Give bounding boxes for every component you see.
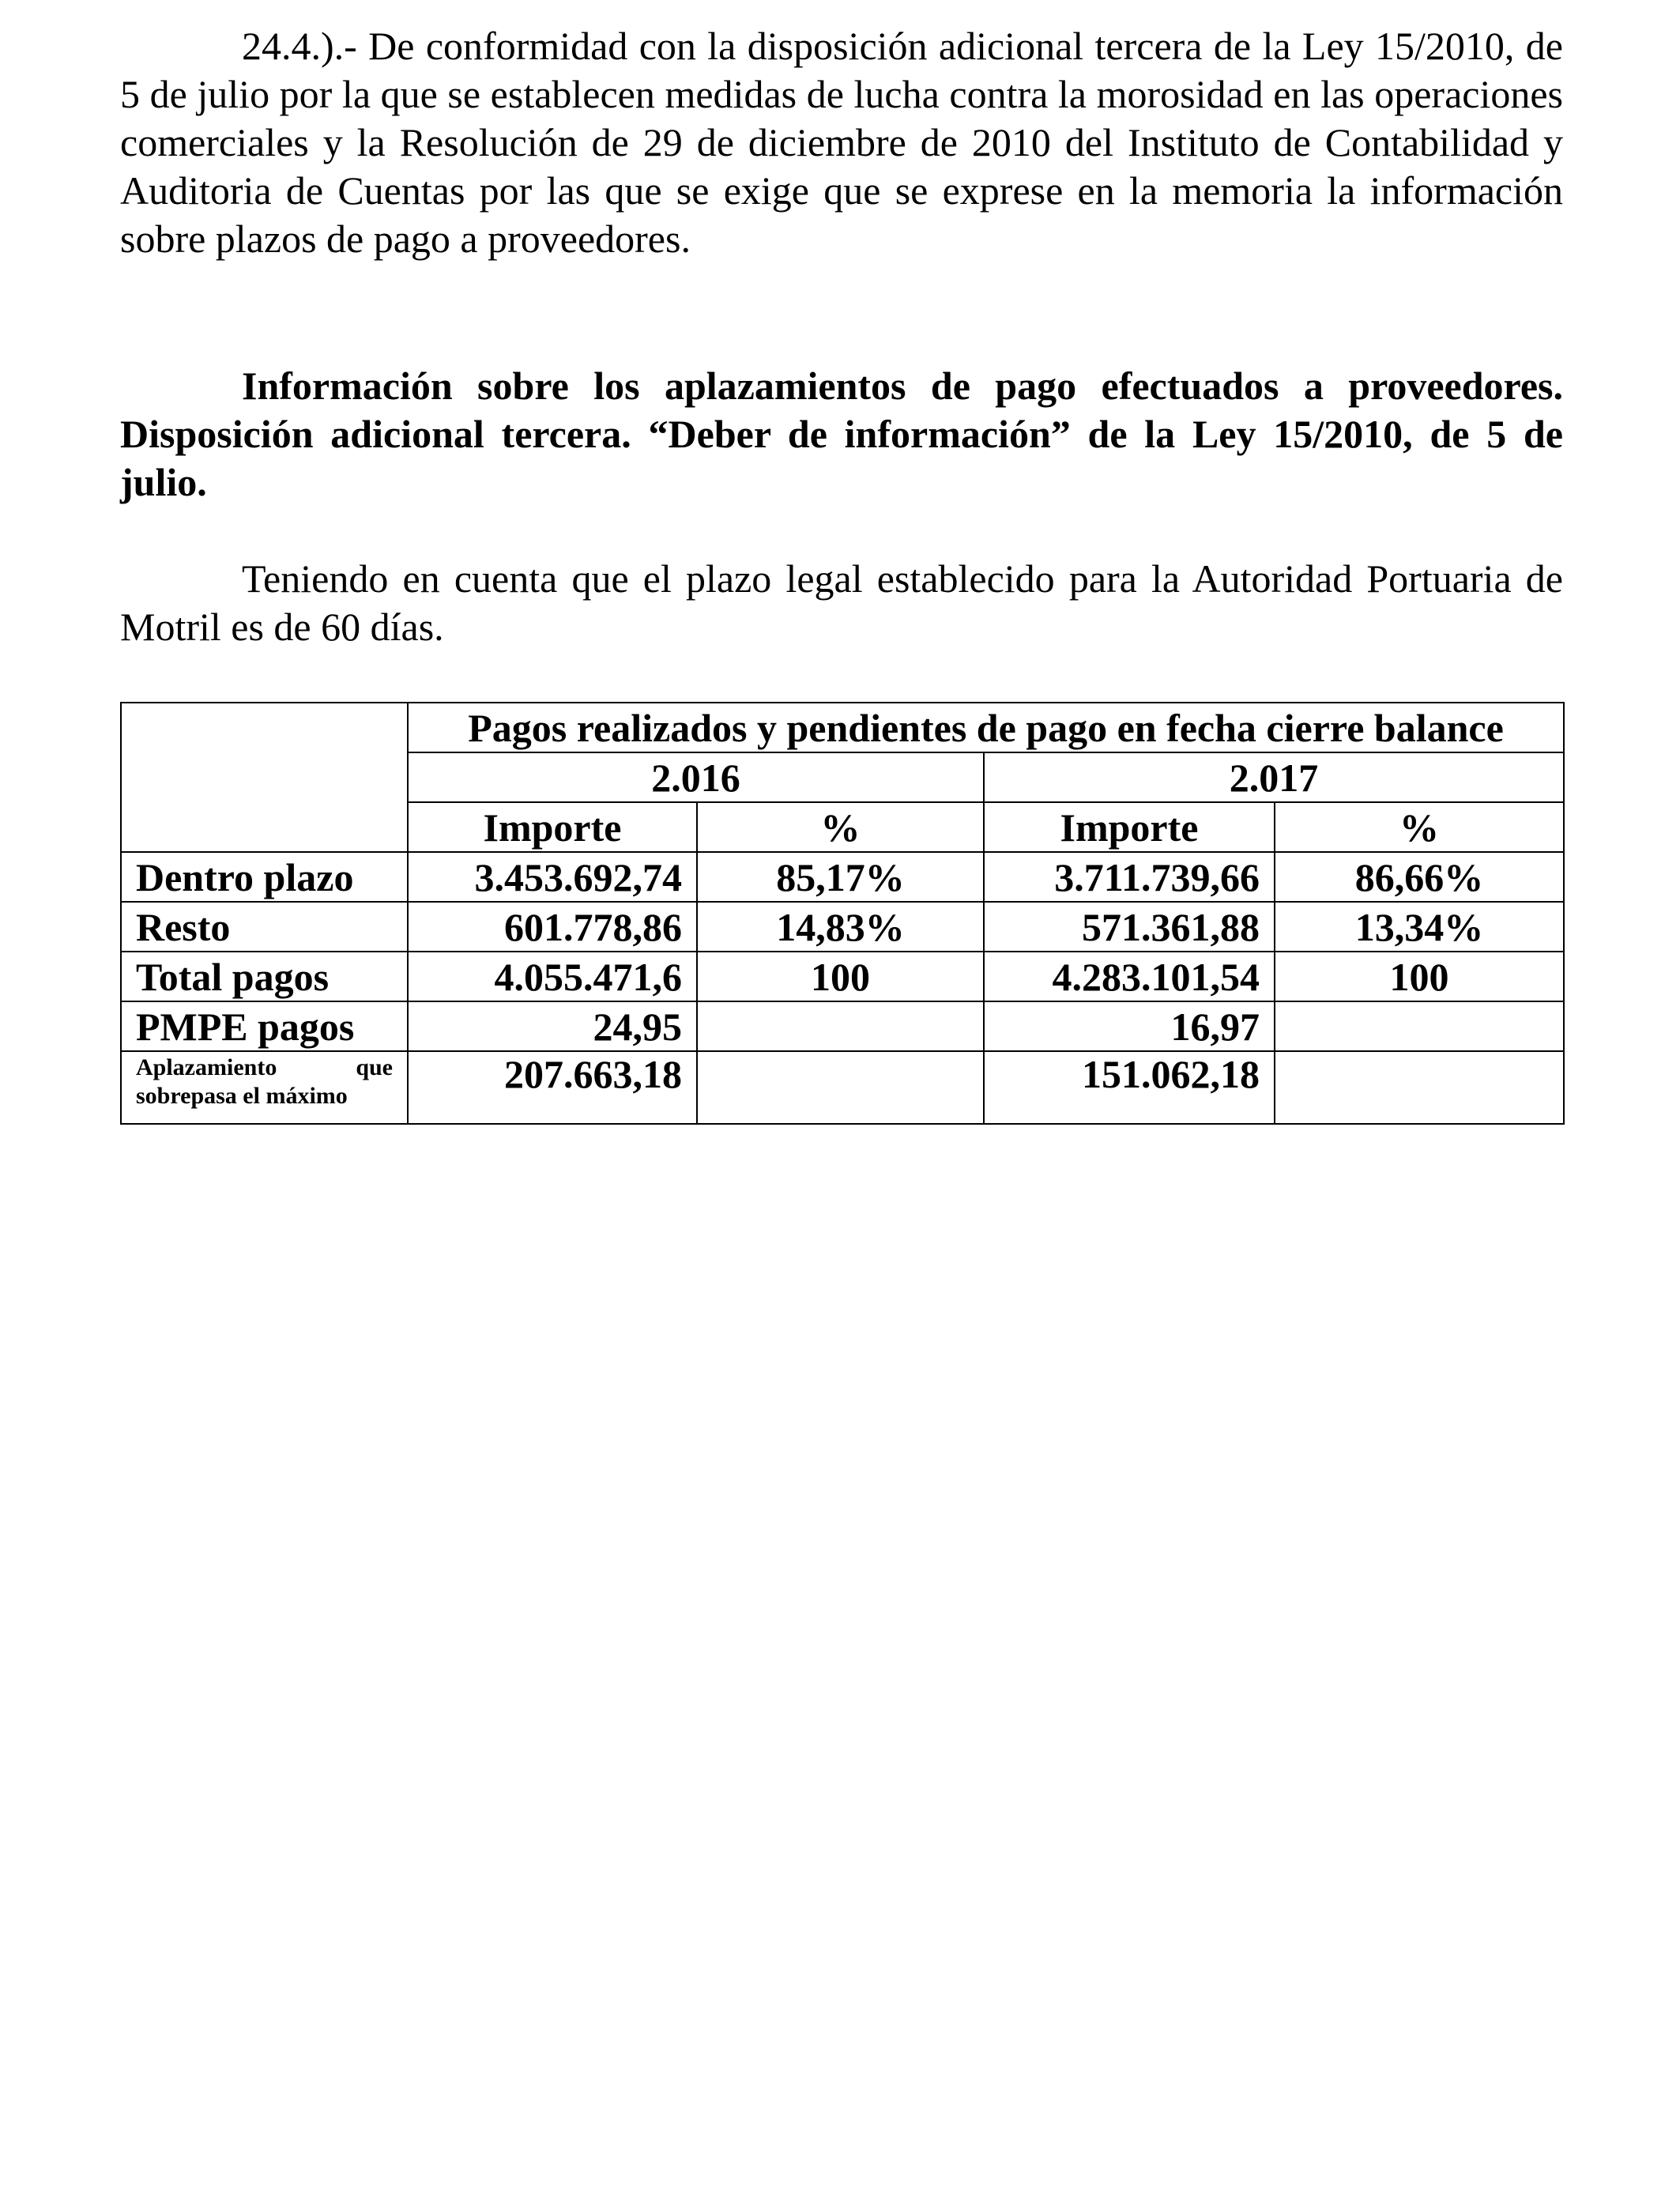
importe-2017-cell: 151.062,18 [984,1051,1275,1124]
importe-2016-cell: 3.453.692,74 [408,852,697,902]
table-header-row [121,703,1564,752]
importe-2016-cell: 601.778,86 [408,902,697,952]
row-label-word: que [356,1054,393,1080]
section-heading: Información sobre los aplazamientos de pago efectuados a proveedores. Disposición adicional tercera. “Deber de información” de la Ley 15/2010, de 5 de julio. [120,364,1563,504]
table-row [121,902,1564,952]
row-label: Total pagos [121,952,408,1001]
importe-2016-cell: 24,95 [408,1001,697,1051]
percent-2017-cell: 100 [1275,952,1564,1001]
column-header-importe: Importe [408,802,697,852]
percent-2016-cell: 100 [697,952,984,1001]
row-label-word: Aplazamiento [136,1054,277,1080]
percent-2017-cell [1275,1051,1564,1124]
column-header-percent: % [1275,802,1564,852]
importe-2017-cell: 3.711.739,66 [984,852,1275,902]
importe-2016-cell: 4.055.471,6 [408,952,697,1001]
year-header-2017: 2.017 [984,752,1564,802]
year-header-2016: 2.016 [408,752,984,802]
row-label: Resto [121,902,408,952]
intro-paragraph: 24.4.).- De conformidad con la disposición adicional tercera de la Ley 15/2010, de 5 de julio por la que se establecen medidas de lucha contra la morosidad en las operaciones comerciales y la Resolución de 29 de diciembre de 2010 del Instituto de Contabilidad y Auditoria de Cuentas por las que se exige que se exprese en la memoria la información sobre plazos de pago a proveedores. [120,24,1563,261]
table-row [121,1001,1564,1051]
table-row [121,952,1564,1001]
column-header-importe: Importe [984,802,1275,852]
column-header-percent: % [697,802,984,852]
percent-2017-cell [1275,1001,1564,1051]
header-blank-cell [121,703,408,852]
importe-2016-cell: 207.663,18 [408,1051,697,1124]
row-label-line2: sobrepasa el máximo [136,1083,348,1109]
percent-2017-cell: 86,66% [1275,852,1564,902]
table-row [121,852,1564,902]
percent-2016-cell: 85,17% [697,852,984,902]
table-row [121,1051,1564,1124]
row-label: PMPE pagos [121,1001,408,1051]
table-caption: Pagos realizados y pendientes de pago en fecha cierre balance [408,703,1564,752]
importe-2017-cell: 4.283.101,54 [984,952,1275,1001]
percent-2017-cell: 13,34% [1275,902,1564,952]
importe-2017-cell: 571.361,88 [984,902,1275,952]
row-label [121,1051,408,1124]
importe-2017-cell: 16,97 [984,1001,1275,1051]
percent-2016-cell [697,1051,984,1124]
percent-2016-cell: 14,83% [697,902,984,952]
row-label: Dentro plazo [121,852,408,902]
row-label-line1 [136,1054,393,1082]
context-paragraph: Teniendo en cuenta que el plazo legal establecido para la Autoridad Portuaria de Motril es de 60 días. [120,556,1563,649]
percent-2016-cell [697,1001,984,1051]
supplier-payments-table [120,702,1565,1125]
